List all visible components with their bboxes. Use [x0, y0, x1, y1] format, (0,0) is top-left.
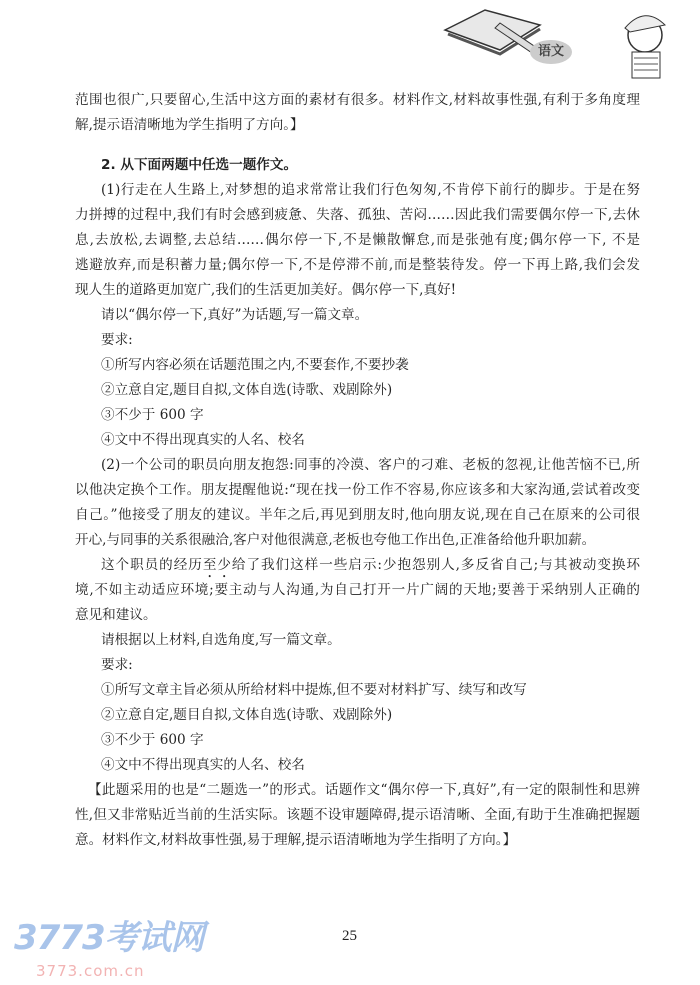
commentary-line: 性,但又非常贴近当前的生活实际。该题不设审题障碍,提示语清晰、全面,有助于生准确把握题	[75, 807, 640, 823]
requirement-item: ②立意自定,题目自拟,文体自选(诗歌、戏剧除外)	[101, 707, 393, 723]
requirements-label: 要求:	[101, 332, 133, 348]
requirement-item: ③不少于 600 字	[101, 407, 204, 423]
page-number: 25	[342, 928, 357, 944]
text-line: 现人生的道路更加宽广,我们的生活更加美好。偶尔停一下,真好!	[75, 282, 457, 298]
requirement-item: ①所写内容必须在话题范围之内,不要套作,不要抄袭	[101, 357, 409, 373]
text-line: 境,不如主动适应环境;要主动与人沟通,为自己打开一片广阔的天地;要善于采纳别人正确的	[75, 582, 640, 598]
text-span: 这个职员的经历	[101, 557, 203, 573]
emphasized-text: 至少	[202, 557, 232, 573]
watermark-url: 3773.com.cn	[36, 962, 145, 980]
text-line: 自己。”他接受了朋友的建议。半年之后,再见到朋友时,他向朋友说,现在自己在原来的公司很	[75, 507, 640, 523]
text-span: 给了我们这样一些启示:少抱怨别人,多反省自己;与其被动变换环	[231, 557, 641, 573]
text-line: 范围也很广,只要留心,生活中这方面的素材有很多。材料作文,材料故事性强,有利于多角度理	[75, 92, 640, 108]
requirement-item: ②立意自定,题目自拟,文体自选(诗歌、戏剧除外)	[101, 382, 393, 398]
text-line: 意见和建议。	[75, 607, 157, 623]
watermark-logo: 3773考试网	[14, 918, 204, 958]
requirement-item: ①所写文章主旨必须从所给材料中提炼,但不要对材料扩写、续写和改写	[101, 682, 527, 698]
text-line: 息,去放松,去调整,去总结……偶尔停一下,不是懒散懈怠,而是张弛有度;偶尔停一下, 不是	[75, 232, 640, 248]
text-line: 逃避放弃,而是积蓄力量;偶尔停一下,不是停滞不前,而是整装待发。停一下再上路,我们会发	[75, 257, 640, 273]
text-line: 解,提示语清晰地为学生指明了方向。】	[75, 117, 304, 133]
text-line	[101, 555, 640, 581]
requirement-item: ④文中不得出现真实的人名、校名	[101, 432, 305, 448]
text-line: 请以“偶尔停一下,真好”为话题,写一篇文章。	[101, 307, 369, 323]
text-line: (2)一个公司的职员向朋友抱怨:同事的冷漠、客户的刁难、老板的忽视,让他苦恼不已,所	[101, 457, 640, 473]
text-line: 以他决定换个工作。朋友提醒他说:“现在找一份工作不容易,你应该多和大家沟通,尝试着改变	[75, 482, 640, 498]
book-pencil-icon	[440, 0, 690, 80]
commentary-line: 意。材料作文,材料故事性强,易于理解,提示语清晰地为学生指明了方向。】	[75, 832, 517, 848]
text-line: (1)行走在人生路上,对梦想的追求常常让我们行色匆匆,不肯停下前行的脚步。于是在努	[101, 182, 640, 198]
subject-badge: 语文	[530, 40, 572, 64]
requirement-item: ④文中不得出现真实的人名、校名	[101, 757, 305, 773]
text-line: 力拼搏的过程中,我们有时会感到疲惫、失落、孤独、苦闷……因此我们需要偶尔停一下,去休	[75, 207, 640, 223]
question-title: 2. 从下面两题中任选一题作文。	[101, 157, 298, 173]
header-illustration	[440, 0, 690, 80]
text-line: 请根据以上材料,自选角度,写一篇文章。	[101, 632, 341, 648]
commentary-line: 【此题采用的也是“二题选一”的形式。话题作文“偶尔停一下,真好”,有一定的限制性和思辨	[88, 782, 640, 798]
text-line: 开心,与同事的关系很融洽,客户对他很满意,老板也夸他工作出色,正准备给他升职加薪。	[75, 532, 596, 548]
requirement-item: ③不少于 600 字	[101, 732, 204, 748]
requirements-label: 要求:	[101, 657, 133, 673]
